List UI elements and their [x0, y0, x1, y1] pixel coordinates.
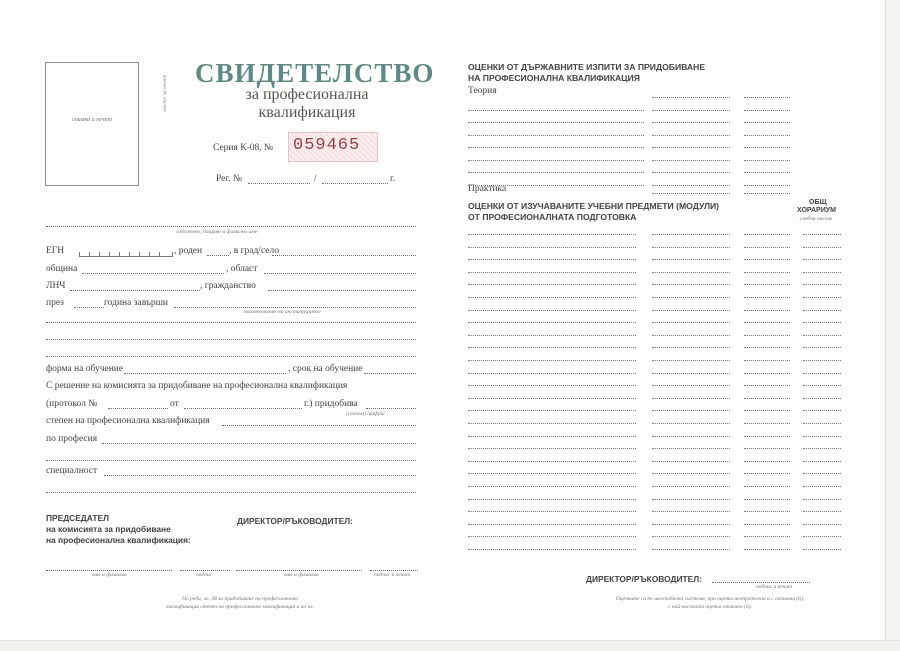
subject-name-field[interactable]: [468, 234, 636, 235]
subject-grade-number-field[interactable]: [744, 473, 790, 474]
reg-suffix: г.: [390, 174, 396, 184]
subject-grade-word-field[interactable]: [652, 436, 730, 437]
subject-hours-field[interactable]: [803, 410, 841, 411]
subject-name-field[interactable]: [468, 347, 636, 348]
specialty-label: специалност: [46, 466, 98, 476]
subject-hours-field[interactable]: [803, 524, 841, 525]
left-footnote-line1: По реда, чл. 38 за придобиване на професионална: [182, 596, 298, 602]
subject-name-field[interactable]: [468, 259, 636, 260]
photo-label: снимка и печат: [72, 117, 112, 123]
subject-hours-field[interactable]: [803, 398, 841, 399]
subject-grade-word-field[interactable]: [652, 536, 730, 537]
exam-grade-word-field[interactable]: [652, 122, 730, 123]
subject-hours-field[interactable]: [803, 259, 841, 260]
subject-hours-field[interactable]: [803, 448, 841, 449]
subject-grade-number-field[interactable]: [744, 486, 790, 487]
director-label-right: ДИРЕКТОР/РЪКОВОДИТЕЛ:: [586, 574, 702, 584]
subject-grade-number-field[interactable]: [744, 385, 790, 386]
subject-grade-number-field[interactable]: [744, 360, 790, 361]
subject-hours-field[interactable]: [803, 473, 841, 474]
citizenship-label: , гражданство: [200, 281, 256, 291]
degree-field[interactable]: [222, 425, 416, 426]
lnch-field[interactable]: [70, 290, 200, 291]
reg-separator: /: [314, 174, 317, 184]
hours-heading-line3: учебни часове: [800, 216, 833, 222]
exam-grade-word-field[interactable]: [652, 97, 730, 98]
director-right-caption: подпис и печат: [756, 584, 793, 590]
subject-grade-number-field[interactable]: [744, 436, 790, 437]
exam-subject-field[interactable]: [468, 147, 644, 148]
subject-hours-field[interactable]: [803, 461, 841, 462]
protocol-label: (протокол №: [46, 399, 98, 409]
subject-name-field[interactable]: [468, 423, 636, 424]
subject-hours-field[interactable]: [803, 499, 841, 500]
school-caption: наименование на институцията: [244, 309, 321, 315]
hours-heading-line1: ОБЩ: [809, 199, 827, 206]
subject-grade-word-field[interactable]: [652, 511, 730, 512]
subject-grade-number-field[interactable]: [744, 322, 790, 323]
subject-grade-word-field[interactable]: [652, 360, 730, 361]
subject-name-field[interactable]: [468, 398, 636, 399]
subject-grade-number-field[interactable]: [744, 549, 790, 550]
photo-box: [45, 62, 139, 186]
serial-number-box: [288, 132, 378, 162]
municipality-field[interactable]: [82, 273, 224, 274]
degree-number-field[interactable]: [366, 408, 416, 409]
exam-grade-number-field[interactable]: [744, 185, 790, 186]
exam-grade-number-field[interactable]: [744, 172, 790, 173]
profession-line-2[interactable]: [46, 460, 416, 461]
subject-name-field[interactable]: [468, 335, 636, 336]
school-line-2[interactable]: [46, 322, 416, 323]
subject-grade-word-field[interactable]: [652, 259, 730, 260]
subject-grade-number-field[interactable]: [744, 423, 790, 424]
subject-name-field[interactable]: [468, 284, 636, 285]
school-field[interactable]: [174, 307, 416, 308]
subjects-heading-line1: ОЦЕНКИ ОТ ИЗУЧАВАНИТЕ УЧЕБНИ ПРЕДМЕТИ (МОДУЛИ): [468, 201, 720, 211]
subject-hours-field[interactable]: [803, 347, 841, 348]
exam-grade-word-field[interactable]: [652, 147, 730, 148]
chair-signature-field[interactable]: [180, 570, 230, 571]
subject-hours-field[interactable]: [803, 247, 841, 248]
birth-place-field[interactable]: [272, 255, 416, 256]
graduation-year-field[interactable]: [74, 307, 104, 308]
subject-name-field[interactable]: [468, 297, 636, 298]
born-label: , роден: [174, 246, 203, 256]
protocol-acquired: г.) придобива: [304, 399, 358, 409]
practice-label: Практика: [468, 184, 507, 194]
subject-grade-number-field[interactable]: [744, 234, 790, 235]
subject-grade-word-field[interactable]: [652, 347, 730, 348]
exam-grade-number-field[interactable]: [744, 97, 790, 98]
theory-label: Теория: [468, 86, 497, 96]
director-label-left: ДИРЕКТОР/РЪКОВОДИТЕЛ:: [237, 516, 353, 526]
subject-name-field[interactable]: [468, 360, 636, 361]
municipality-label: община: [46, 264, 78, 274]
full-name-field[interactable]: [46, 226, 416, 227]
subject-grade-word-field[interactable]: [652, 335, 730, 336]
birth-date-field[interactable]: [207, 255, 229, 256]
subject-grade-number-field[interactable]: [744, 536, 790, 537]
egn-label: ЕГН: [46, 246, 65, 256]
subject-grade-word-field[interactable]: [652, 385, 730, 386]
chair-signature-caption: подпис: [196, 572, 213, 578]
exam-grade-number-field[interactable]: [744, 147, 790, 148]
paper-edge-bottom: [0, 640, 900, 651]
subject-hours-field[interactable]: [803, 385, 841, 386]
lnch-label: ЛНЧ: [46, 281, 66, 291]
subject-grade-number-field[interactable]: [744, 410, 790, 411]
exam-grade-number-field[interactable]: [744, 122, 790, 123]
region-label: , област: [226, 264, 258, 274]
paper-edge-right: [885, 0, 900, 651]
subject-grade-word-field[interactable]: [652, 234, 730, 235]
subject-grade-word-field[interactable]: [652, 272, 730, 273]
subject-name-field[interactable]: [468, 524, 636, 525]
subject-hours-field[interactable]: [803, 360, 841, 361]
subject-name-field[interactable]: [468, 511, 636, 512]
exam-subject-field[interactable]: [468, 185, 644, 186]
subject-grade-number-field[interactable]: [744, 373, 790, 374]
decision-label: С решение на комисията за придобиване на професионална квалификация: [46, 381, 348, 391]
subject-grade-number-field[interactable]: [744, 247, 790, 248]
protocol-number-field[interactable]: [108, 408, 168, 409]
subject-grade-word-field[interactable]: [652, 549, 730, 550]
subject-hours-field[interactable]: [803, 373, 841, 374]
subject-hours-field[interactable]: [803, 486, 841, 487]
exam-grade-number-field[interactable]: [744, 110, 790, 111]
subject-grade-number-field[interactable]: [744, 398, 790, 399]
subject-name-field[interactable]: [468, 473, 636, 474]
subject-grade-number-field[interactable]: [744, 499, 790, 500]
director-signature-field[interactable]: [370, 570, 418, 571]
exam-subject-field[interactable]: [468, 172, 644, 173]
profession-label: по професия: [46, 434, 98, 444]
chair-line3: на професионална квалификация:: [46, 535, 191, 545]
exam-grade-word-field[interactable]: [652, 172, 730, 173]
subject-name-field[interactable]: [468, 247, 636, 248]
exam-grade-word-field[interactable]: [652, 110, 730, 111]
subject-hours-field[interactable]: [803, 436, 841, 437]
subtitle-line1: за професионална: [245, 86, 369, 103]
stamp-label: място за печат: [162, 74, 168, 112]
exam-subject-field[interactable]: [468, 135, 644, 136]
subject-grade-word-field[interactable]: [652, 322, 730, 323]
exam-grade-word-field[interactable]: [652, 160, 730, 161]
subject-grade-word-field[interactable]: [652, 297, 730, 298]
exam-grade-word-field[interactable]: [652, 185, 730, 186]
subject-grade-word-field[interactable]: [652, 461, 730, 462]
subject-grade-word-field[interactable]: [652, 524, 730, 525]
practice-grade-word-field[interactable]: [652, 193, 730, 194]
school-line-3[interactable]: [46, 339, 416, 340]
year-label: година завърши: [104, 298, 169, 308]
director-name-caption: име и фамилия: [284, 572, 319, 578]
subject-name-field[interactable]: [468, 486, 636, 487]
degree-label: степен на професионална квалификация: [46, 416, 210, 426]
subject-grade-word-field[interactable]: [652, 398, 730, 399]
document-title: СВИДЕТЕЛСТВО: [195, 58, 435, 88]
study-term-label: , срок на обучение: [288, 364, 363, 374]
exam-grade-word-field[interactable]: [652, 135, 730, 136]
subject-grade-number-field[interactable]: [744, 335, 790, 336]
director-name-field[interactable]: [236, 570, 362, 571]
subject-name-field[interactable]: [468, 499, 636, 500]
subject-grade-word-field[interactable]: [652, 284, 730, 285]
serial-number: 059465: [293, 136, 361, 155]
chair-line2: на комисията за придобиване: [46, 524, 171, 534]
subject-name-field[interactable]: [468, 448, 636, 449]
subject-hours-field[interactable]: [803, 234, 841, 235]
subject-grade-word-field[interactable]: [652, 247, 730, 248]
series-label: Серия К-08, №: [213, 143, 274, 153]
exam-subject-field[interactable]: [468, 122, 644, 123]
subject-hours-field[interactable]: [803, 549, 841, 550]
subject-name-field[interactable]: [468, 272, 636, 273]
subject-name-field[interactable]: [468, 536, 636, 537]
subject-hours-field[interactable]: [803, 423, 841, 424]
subject-hours-field[interactable]: [803, 297, 841, 298]
subject-grade-number-field[interactable]: [744, 448, 790, 449]
subject-grade-number-field[interactable]: [744, 524, 790, 525]
exam-grade-number-field[interactable]: [744, 135, 790, 136]
subject-hours-field[interactable]: [803, 536, 841, 537]
subject-name-field[interactable]: [468, 410, 636, 411]
full-name-caption: собствено, бащино и фамилно име: [176, 229, 258, 235]
subtitle-line2: квалификация: [258, 104, 356, 121]
study-form-field[interactable]: [124, 373, 286, 374]
subject-grade-number-field[interactable]: [744, 284, 790, 285]
exam-grade-number-field[interactable]: [744, 160, 790, 161]
subject-grade-number-field[interactable]: [744, 511, 790, 512]
subject-hours-field[interactable]: [803, 335, 841, 336]
subject-hours-field[interactable]: [803, 322, 841, 323]
subject-hours-field[interactable]: [803, 511, 841, 512]
left-footnote-line2: квалификация степен на професионална квалификация и по чл.: [166, 604, 314, 610]
subject-grade-number-field[interactable]: [744, 272, 790, 273]
subject-grade-number-field[interactable]: [744, 347, 790, 348]
chair-name-caption: име и фамилия: [92, 572, 127, 578]
exam-subject-field[interactable]: [468, 160, 644, 161]
egn-field[interactable]: [79, 252, 173, 257]
reg-date-field[interactable]: [322, 183, 388, 184]
year-prefix: през: [46, 298, 64, 308]
subject-grade-number-field[interactable]: [744, 297, 790, 298]
subject-grade-word-field[interactable]: [652, 310, 730, 311]
director-right-signature-field[interactable]: [712, 582, 810, 583]
subject-grade-word-field[interactable]: [652, 410, 730, 411]
subject-grade-word-field[interactable]: [652, 373, 730, 374]
subject-name-field[interactable]: [468, 322, 636, 323]
right-footnote-line2: с най-високата оценка отлично (6).: [668, 604, 752, 610]
reg-number-field[interactable]: [248, 183, 310, 184]
study-term-field[interactable]: [364, 373, 416, 374]
profession-field[interactable]: [102, 443, 416, 444]
director-signature-caption: подпис и печат: [374, 572, 411, 578]
school-line-4[interactable]: [46, 356, 416, 357]
subject-grade-number-field[interactable]: [744, 461, 790, 462]
subject-grade-number-field[interactable]: [744, 310, 790, 311]
subject-grade-word-field[interactable]: [652, 486, 730, 487]
degree-caption: (словом) /цифри/: [346, 411, 386, 417]
subject-name-field[interactable]: [468, 436, 636, 437]
subject-name-field[interactable]: [468, 385, 636, 386]
specialty-field[interactable]: [104, 475, 416, 476]
citizenship-field[interactable]: [268, 290, 416, 291]
subject-hours-field[interactable]: [803, 310, 841, 311]
chair-name-field[interactable]: [46, 570, 172, 571]
region-field[interactable]: [264, 273, 416, 274]
subject-grade-word-field[interactable]: [652, 499, 730, 500]
subject-grade-number-field[interactable]: [744, 259, 790, 260]
born-suffix: , в град/село: [229, 246, 279, 256]
practice-grade-number-field[interactable]: [744, 193, 790, 194]
subject-name-field[interactable]: [468, 310, 636, 311]
subject-name-field[interactable]: [468, 549, 636, 550]
subject-grade-word-field[interactable]: [652, 448, 730, 449]
subjects-heading-line2: ОТ ПРОФЕСИОНАЛНАТА ПОДГОТОВКА: [468, 212, 637, 222]
state-exams-heading-line1: ОЦЕНКИ ОТ ДЪРЖАВНИТЕ ИЗПИТИ ЗА ПРИДОБИВАНЕ: [468, 62, 706, 72]
subject-hours-field[interactable]: [803, 284, 841, 285]
study-form-label: форма на обучение: [46, 364, 124, 374]
subject-grade-word-field[interactable]: [652, 473, 730, 474]
subject-name-field[interactable]: [468, 461, 636, 462]
subject-hours-field[interactable]: [803, 272, 841, 273]
subject-name-field[interactable]: [468, 373, 636, 374]
protocol-date-field[interactable]: [184, 408, 302, 409]
protocol-from: от: [170, 399, 179, 409]
exam-subject-field[interactable]: [468, 110, 644, 111]
reg-label: Рег. №: [216, 174, 243, 184]
hours-heading-line2: ХОРАРИУМ: [797, 207, 836, 214]
state-exams-heading-line2: НА ПРОФЕСИОНАЛНА КВАЛИФИКАЦИЯ: [468, 73, 640, 83]
subject-grade-word-field[interactable]: [652, 423, 730, 424]
specialty-line-2[interactable]: [46, 492, 416, 493]
chair-title: ПРЕДСЕДАТЕЛ: [46, 513, 109, 523]
right-footnote-line1: Оценките са по шестобална система, при оценка неопределена и с отлична (6),: [615, 596, 805, 602]
